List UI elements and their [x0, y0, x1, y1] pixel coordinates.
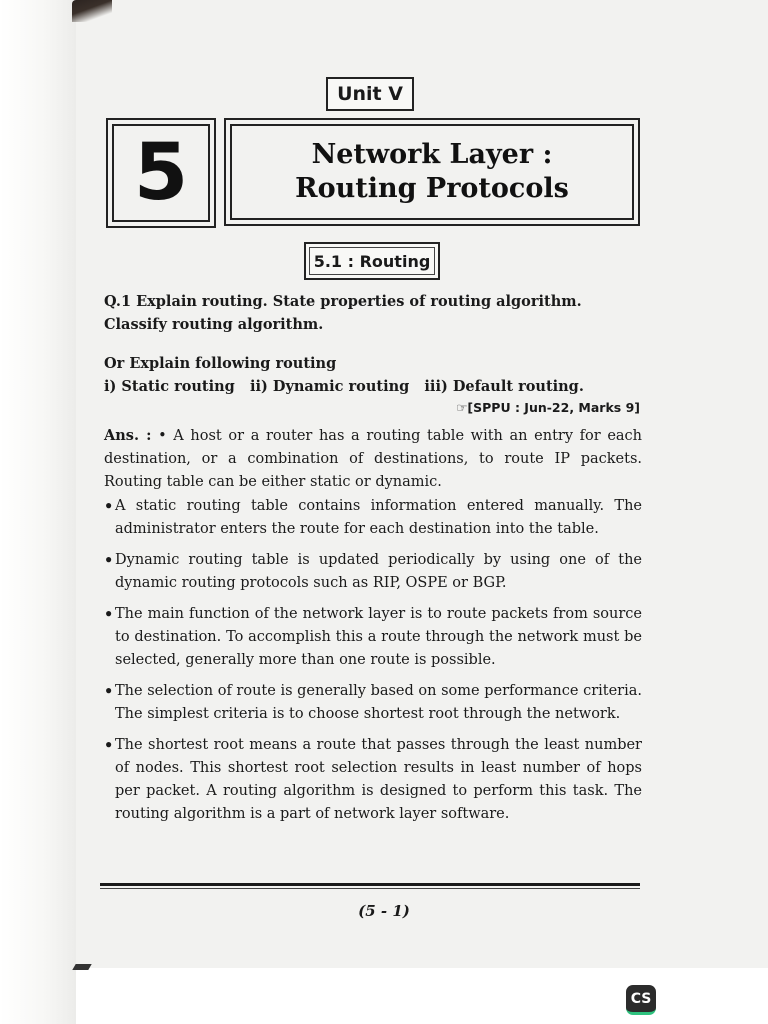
answer-paragraph [104, 424, 642, 494]
or-question [104, 352, 642, 398]
camscanner-badge [626, 985, 656, 1015]
section-heading-box [304, 242, 440, 280]
chapter-number-box [106, 118, 216, 228]
question-text: Q.1 Explain routing. State properties of routing algorithm. Classify routing algorithm. [104, 293, 582, 333]
section-heading: 5.1 : Routing [309, 247, 435, 275]
answer-bullet-list [104, 495, 642, 834]
exam-reference: ☞[SPPU : Jun-22, Marks 9] [456, 400, 640, 415]
or-line1: Or Explain following routing [104, 355, 337, 372]
list-item: • The main function of the network layer is to route packets from source to destination. To accomplish this a route through the network must be selected, generally more than one route is possible. [104, 603, 642, 672]
footer-rule-thin [100, 888, 640, 889]
unit-label [326, 77, 414, 111]
answer-label: Ans. : [104, 427, 152, 444]
list-item: • The selection of route is generally based on some performance criteria. The simplest criteria is to choose shortest root through the network. [104, 680, 642, 726]
or-line2: i) Static routing ii) Dynamic routing iii) Default routing. [104, 378, 584, 395]
chapter-title [230, 124, 634, 220]
page-bottom-edge [76, 968, 768, 1024]
chapter-title-line1: Network Layer : [311, 139, 553, 170]
chapter-title-box [224, 118, 640, 226]
chapter-number: 5 [112, 124, 210, 222]
list-item: • The shortest root means a route that passes through the least number of nodes. This shortest root selection results in least number of hops per packet. A routing algorithm is designed to perform this task. The routing algorithm is a part of network layer software. [104, 734, 642, 826]
list-item: • Dynamic routing table is updated periodically by using one of the dynamic routing protocols such as RIP, OSPE or BGP. [104, 549, 642, 595]
footer-rule [100, 883, 640, 886]
list-item: • A static routing table contains information entered manually. The administrator enters the route for each destination into the table. [104, 495, 642, 541]
camscanner-badge-text: CS [630, 990, 652, 1007]
book-corner [72, 0, 112, 22]
unit-label-text: Unit V [337, 83, 403, 105]
chapter-title-line2: Routing Protocols [295, 173, 569, 204]
answer-text: • A host or a router has a routing table with an entry for each destination, or a combination of destinations, to route IP packets. Routing table can be either static or dynamic. [104, 428, 643, 490]
page-number: (5 - 1) [358, 902, 410, 920]
page-margin [0, 0, 76, 1024]
